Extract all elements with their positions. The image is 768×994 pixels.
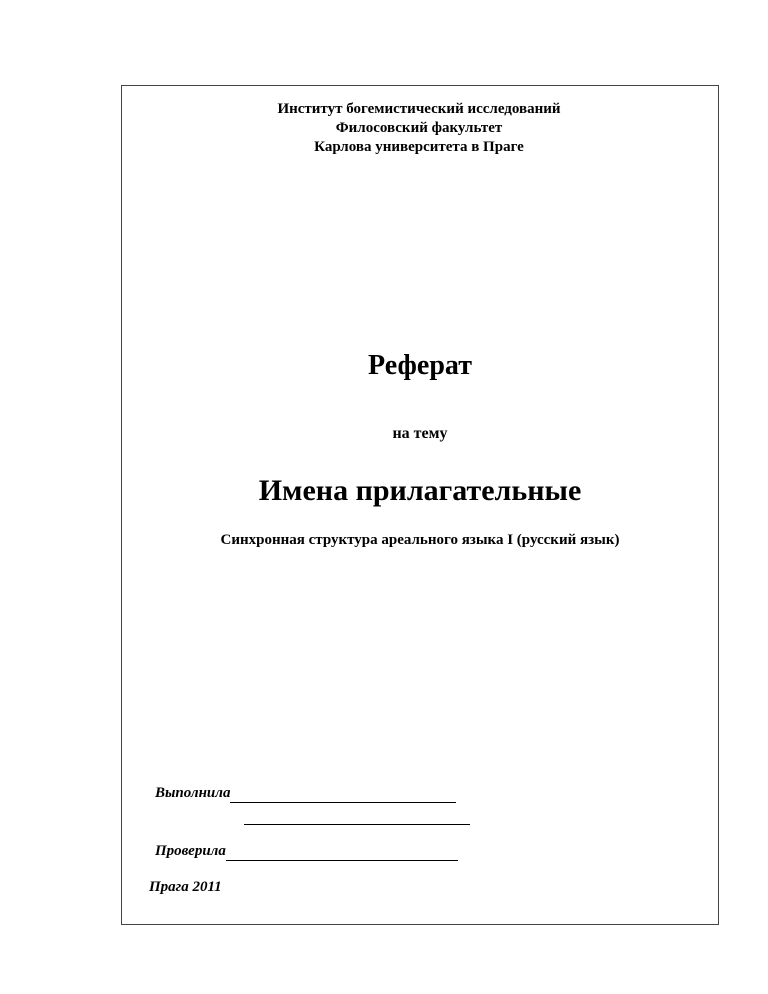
topic-prefix: на тему [392,425,448,442]
checked-by-row [155,841,458,861]
completed-by-second-line [244,808,470,825]
institute-name: Институт богемистический исследований [277,101,561,117]
place-and-year: Прага 2011 [149,879,222,895]
completed-by-line [230,786,456,803]
institution-header [0,100,768,157]
completed-by-second-row [244,805,470,825]
faculty-name: Филосовский факультет [335,120,503,136]
document-title: Имена прилагательные [258,474,582,507]
university-name: Карлова университета в Праге [314,139,524,155]
checked-by-label: Проверила [155,843,226,859]
course-name: Синхронная структура ареального языка I (русский язык) [220,532,620,548]
completed-by-row [155,783,456,803]
document-type: Реферат [368,350,472,381]
checked-by-line [226,844,458,861]
completed-by-label: Выполнила [155,785,231,801]
